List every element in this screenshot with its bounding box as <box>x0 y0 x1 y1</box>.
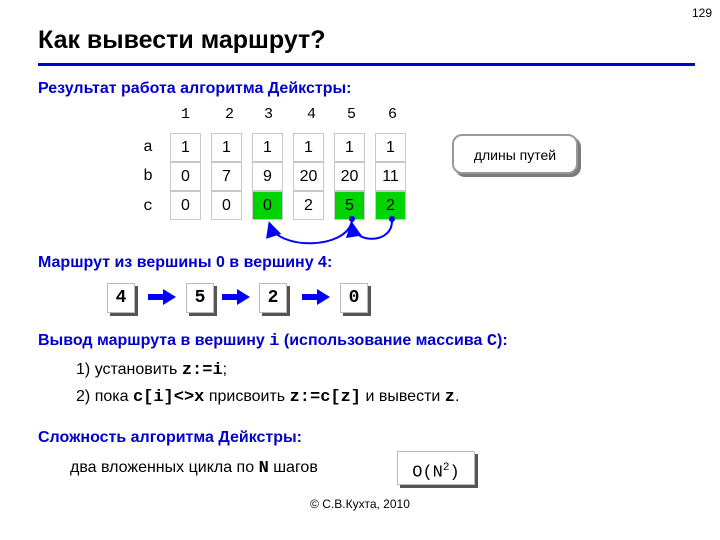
route-node-2: 5 <box>186 283 214 313</box>
step-2-num: 2) <box>76 388 91 405</box>
step-2 <box>76 388 459 407</box>
col-header-3: 3 <box>263 106 273 123</box>
step-1-text2: ; <box>222 361 228 378</box>
output-heading-part1: Вывод маршрута в вершину <box>38 332 270 349</box>
cell-a-2: 1 <box>211 133 242 162</box>
cell-b-3: 9 <box>252 162 283 191</box>
complexity-base: O(N <box>412 463 443 483</box>
cell-c-5: 5 <box>334 191 365 220</box>
row-label-b: b <box>143 167 153 185</box>
cell-a-3: 1 <box>252 133 283 162</box>
output-heading-part2: (использование массива <box>279 332 487 349</box>
row-label-c: c <box>143 197 153 215</box>
path-lengths-callout: длины путей <box>452 134 578 174</box>
step-2-text1: пока <box>94 388 133 405</box>
cell-a-6: 1 <box>375 133 406 162</box>
cell-c-1: 0 <box>170 191 201 220</box>
step-2-code1: c[i]<>x <box>132 388 205 407</box>
complexity-close: ) <box>449 463 460 483</box>
step-2-text2: присвоить <box>204 388 290 405</box>
cell-a-4: 1 <box>293 133 324 162</box>
complexity-text-part1: два вложенных цикла по <box>70 459 259 476</box>
step-2-code2: z:=c[z] <box>289 388 362 407</box>
cell-b-4: 20 <box>293 162 324 191</box>
output-heading-code1: i <box>269 332 280 351</box>
complexity-text <box>70 459 318 478</box>
col-header-1: 1 <box>180 106 190 123</box>
complexity-text-code: N <box>258 459 269 478</box>
route-heading: Маршрут из вершины 0 в вершину 4: <box>38 254 333 271</box>
output-heading-code2: C <box>486 332 498 351</box>
cell-a-5: 1 <box>334 133 365 162</box>
complexity-box <box>397 451 475 485</box>
col-header-5: 5 <box>346 106 356 123</box>
col-header-4: 4 <box>306 106 316 123</box>
step-1 <box>76 361 227 380</box>
page-number: 129 <box>691 6 712 20</box>
cell-b-5: 20 <box>334 162 365 191</box>
complexity-exponent: 2 <box>442 462 450 474</box>
step-2-text4: . <box>454 388 460 405</box>
step-2-code3: z <box>444 388 455 407</box>
col-header-2: 2 <box>224 106 234 123</box>
cell-b-6: 11 <box>375 162 406 191</box>
step-1-num: 1) <box>76 361 91 378</box>
cell-c-6: 2 <box>375 191 406 220</box>
route-node-4: 0 <box>340 283 368 313</box>
page-title: Как вывести маршрут? <box>38 26 326 54</box>
result-heading: Результат работа алгоритма Дейкстры: <box>38 80 352 97</box>
copyright: © С.В.Кухта, 2010 <box>310 497 410 511</box>
step-1-code1: z:=i <box>181 361 223 380</box>
cell-c-4: 2 <box>293 191 324 220</box>
complexity-heading: Сложность алгоритма Дейкстры: <box>38 429 302 446</box>
cell-b-1: 0 <box>170 162 201 191</box>
route-node-1: 4 <box>107 283 135 313</box>
step-2-text3: и вывести <box>361 388 445 405</box>
step-1-text1: установить <box>94 361 182 378</box>
cell-c-2: 0 <box>211 191 242 220</box>
output-heading-part3: ): <box>497 332 508 349</box>
output-heading <box>38 332 508 351</box>
cell-b-2: 7 <box>211 162 242 191</box>
cell-c-3: 0 <box>252 191 283 220</box>
cell-a-1: 1 <box>170 133 201 162</box>
complexity-text-part2: шагов <box>268 459 318 476</box>
col-header-6: 6 <box>387 106 397 123</box>
row-label-a: a <box>143 138 153 156</box>
route-node-3: 2 <box>259 283 287 313</box>
